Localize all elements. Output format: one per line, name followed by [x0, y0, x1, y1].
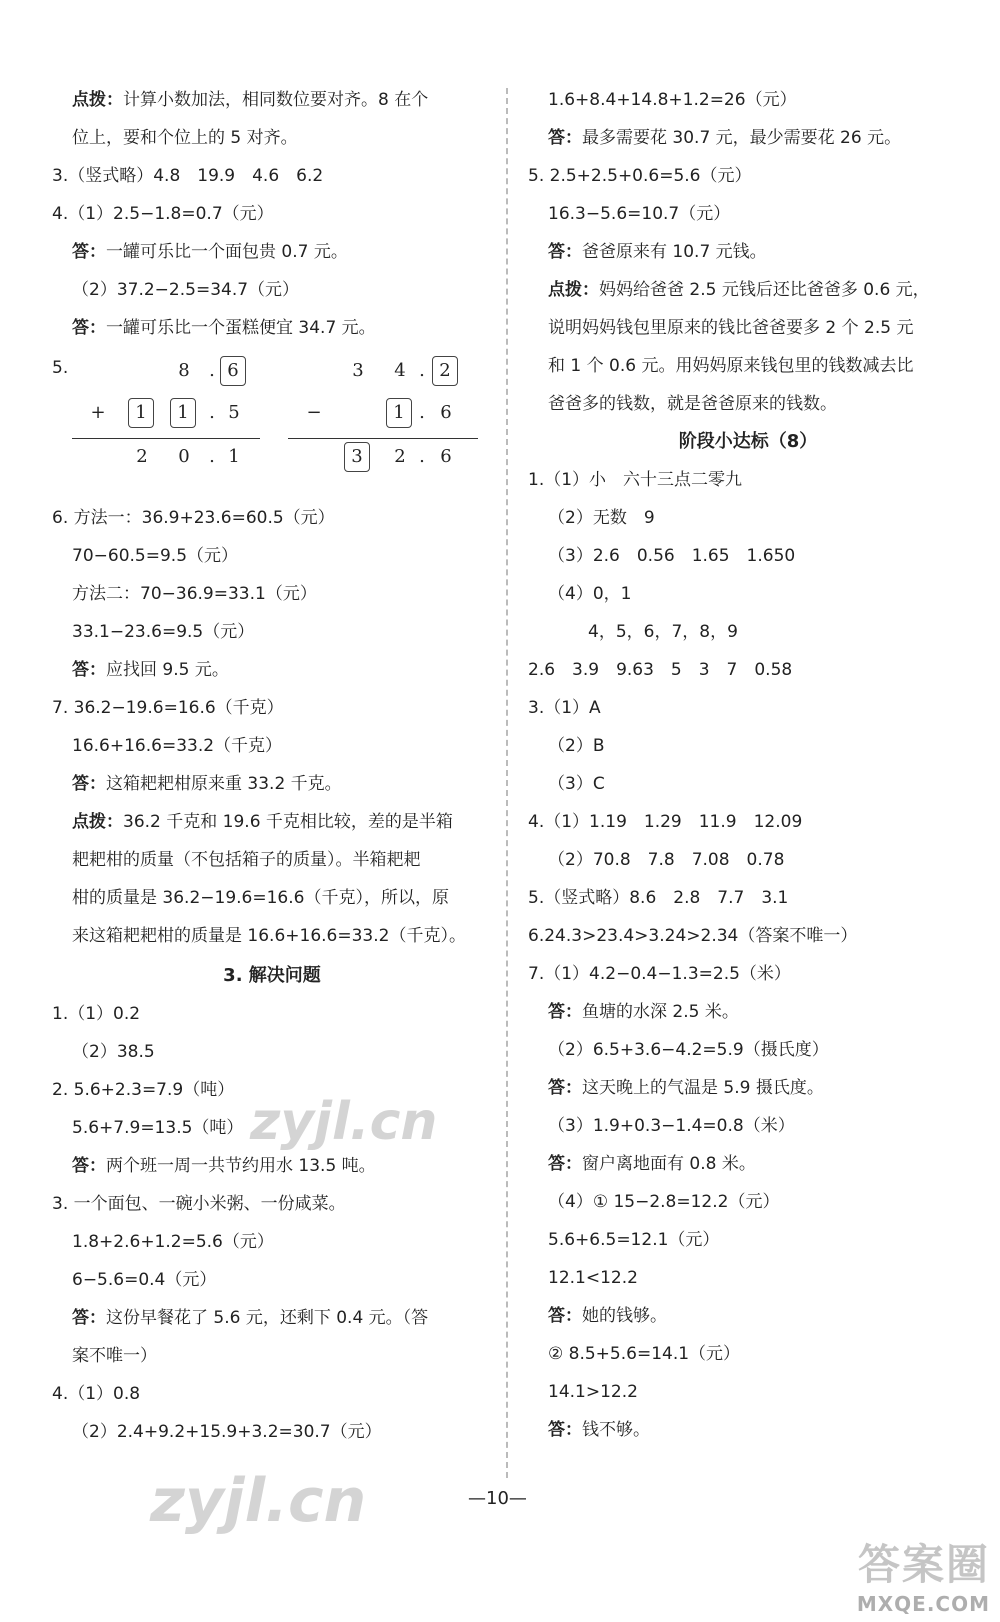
text-line: （2）70.8 7.8 7.08 0.78 [548, 850, 785, 870]
answer-box: 1 [386, 398, 412, 428]
text-line: 5. 2.5+2.5+0.6=5.6（元） [528, 166, 752, 186]
digit: 1 [228, 446, 240, 467]
answer-line: 答：鱼塘的水深 2.5 米。 [548, 1002, 739, 1022]
watermark: zyjl.cn [150, 1466, 367, 1536]
digit: 2 [136, 446, 148, 467]
text-line: 12.1<12.2 [548, 1268, 638, 1288]
digit: 0 [178, 446, 190, 467]
text-line: 16.6+16.6=33.2（千克） [72, 736, 283, 756]
digit: . [419, 402, 425, 423]
answer-line: 答：她的钱够。 [548, 1306, 667, 1326]
text-line: 6.24.3>23.4>3.24>2.34（答案不唯一） [528, 926, 858, 946]
difference-line [288, 438, 478, 439]
text-line: 6−5.6=0.4（元） [72, 1270, 217, 1290]
digit: 5 [228, 402, 240, 423]
text-line: 33.1−23.6=9.5（元） [72, 622, 255, 642]
text-line: （2）B [548, 736, 605, 756]
digit: 6 [440, 402, 452, 423]
digit: . [209, 446, 215, 467]
text-line: （2）38.5 [72, 1042, 155, 1062]
logo-title: 答案圈 [857, 1540, 990, 1589]
answer-line: 答：最多需要花 30.7 元，最少需要花 26 元。 [548, 128, 902, 148]
digit: . [419, 360, 425, 381]
logo-url: MXQE.COM [856, 1592, 990, 1616]
answer-box: 1 [128, 398, 154, 428]
section-heading: 3. 解决问题 [223, 965, 321, 986]
vertical-subtraction [288, 356, 488, 476]
text-line: 3. 一个面包、一碗小米粥、一份咸菜。 [52, 1194, 346, 1214]
text-line: 柑的质量是 36.2−19.6=16.6（千克），所以，原 [72, 888, 449, 908]
text-line: 位上，要和个位上的 5 对齐。 [72, 128, 298, 148]
answer-box: 6 [220, 356, 246, 386]
page-number: —10— [468, 1488, 527, 1509]
digit: 4 [394, 360, 406, 381]
vertical-addition [72, 356, 272, 476]
answer-line: 答：应找回 9.5 元。 [72, 660, 229, 680]
question-number: 5. [52, 358, 69, 378]
text-line: 4.（1）0.8 [52, 1384, 141, 1404]
operator: + [90, 402, 106, 423]
answer-line: 答：两个班一周一共节约用水 13.5 吨。 [72, 1156, 376, 1176]
text-line: （3）2.6 0.56 1.65 1.650 [548, 546, 796, 566]
text-line: 来这箱耙耙柑的质量是 16.6+16.6=33.2（千克）。 [72, 926, 466, 946]
text-line: 3.（竖式略）4.8 19.9 4.6 6.2 [52, 166, 324, 186]
digit: 2 [394, 446, 406, 467]
digit: 6 [440, 446, 452, 467]
answer-line: 答：这天晚上的气温是 5.9 摄氏度。 [548, 1078, 824, 1098]
text-line: 案不唯一） [72, 1346, 157, 1366]
watermark: zyjl.cn [250, 1092, 438, 1152]
answer-line: 答：这箱耙耙柑原来重 33.2 千克。 [72, 774, 342, 794]
text-line: 爸爸多的钱数，就是爸爸原来的钱数。 [548, 394, 837, 414]
text-line: 6. 方法一：36.9+23.6=60.5（元） [52, 508, 335, 528]
text-line: （2）37.2−2.5=34.7（元） [72, 280, 300, 300]
text-line: 7.（1）4.2−0.4−1.3=2.5（米） [528, 964, 791, 984]
text-line: 7. 36.2−19.6=16.6（千克） [52, 698, 284, 718]
text-line: 2. 5.6+2.3=7.9（吨） [52, 1080, 235, 1100]
answer-box: 2 [432, 356, 458, 386]
text-line: （3）1.9+0.3−1.4=0.8（米） [548, 1116, 795, 1136]
text-line: 1.6+8.4+14.8+1.2=26（元） [548, 90, 797, 110]
digit: 8 [178, 360, 190, 381]
text-line: 4.（1）2.5−1.8=0.7（元） [52, 204, 274, 224]
text-line: 5.6+7.9=13.5（吨） [72, 1118, 244, 1138]
text-line: 1.（1）0.2 [52, 1004, 141, 1024]
text-line: 和 1 个 0.6 元。用妈妈原来钱包里的钱数减去比 [548, 356, 914, 376]
text-line: 1.（1）小 六十三点二零九 [528, 470, 743, 490]
column-divider [506, 88, 508, 1478]
text-line: 4，5，6，7，8，9 [588, 622, 738, 642]
text-line: 70−60.5=9.5（元） [72, 546, 239, 566]
answer-line: 答：窗户离地面有 0.8 米。 [548, 1154, 756, 1174]
text-line: 耙耙柑的质量（不包括箱子的质量）。半箱耙耙 [72, 850, 421, 870]
answer-line: 答：钱不够。 [548, 1420, 650, 1440]
answer-line: 答：一罐可乐比一个蛋糕便宜 34.7 元。 [72, 318, 376, 338]
text-line: 14.1>12.2 [548, 1382, 638, 1402]
text-line: 16.3−5.6=10.7（元） [548, 204, 731, 224]
digit: 3 [352, 360, 364, 381]
text-line: 2.6 3.9 9.63 5 3 7 0.58 [528, 660, 793, 680]
hint-line: 点拨：计算小数加法，相同数位要对齐。8 在个 [72, 90, 429, 110]
text-line: （4）① 15−2.8=12.2（元） [548, 1192, 780, 1212]
text-line: （2）2.4+9.2+15.9+3.2=30.7（元） [72, 1422, 382, 1442]
site-logo [857, 1532, 990, 1616]
text-line: ② 8.5+5.6=14.1（元） [548, 1344, 741, 1364]
section-heading: 阶段小达标（8） [678, 431, 818, 452]
hint-line: 点拨：妈妈给爸爸 2.5 元钱后还比爸爸多 0.6 元， [548, 280, 930, 300]
answer-line: 答：爸爸原来有 10.7 元钱。 [548, 242, 767, 262]
text-line: （4）0，1 [548, 584, 632, 604]
digit: . [419, 446, 425, 467]
text-line: 4.（1）1.19 1.29 11.9 12.09 [528, 812, 803, 832]
hint-line: 点拨：36.2 千克和 19.6 千克相比较，差的是半箱 [72, 812, 453, 832]
text-line: 5.（竖式略）8.6 2.8 7.7 3.1 [528, 888, 789, 908]
text-line: （3）C [548, 774, 605, 794]
operator: − [306, 402, 322, 423]
text-line: （2）无数 9 [548, 508, 655, 528]
answer-box: 3 [344, 442, 370, 472]
text-line: 说明妈妈钱包里原来的钱比爸爸要多 2 个 2.5 元 [548, 318, 914, 338]
text-line: 3.（1）A [528, 698, 601, 718]
sum-line [72, 438, 260, 439]
digit: . [209, 360, 215, 381]
text-line: 方法二：70−36.9=33.1（元） [72, 584, 317, 604]
text-line: 5.6+6.5=12.1（元） [548, 1230, 720, 1250]
text-line: 1.8+2.6+1.2=5.6（元） [72, 1232, 274, 1252]
text-line: （2）6.5+3.6−4.2=5.9（摄氏度） [548, 1040, 829, 1060]
answer-line: 答：一罐可乐比一个面包贵 0.7 元。 [72, 242, 348, 262]
digit: . [209, 402, 215, 423]
answer-box: 1 [170, 398, 196, 428]
answer-line: 答：这份早餐花了 5.6 元，还剩下 0.4 元。（答 [72, 1308, 429, 1328]
